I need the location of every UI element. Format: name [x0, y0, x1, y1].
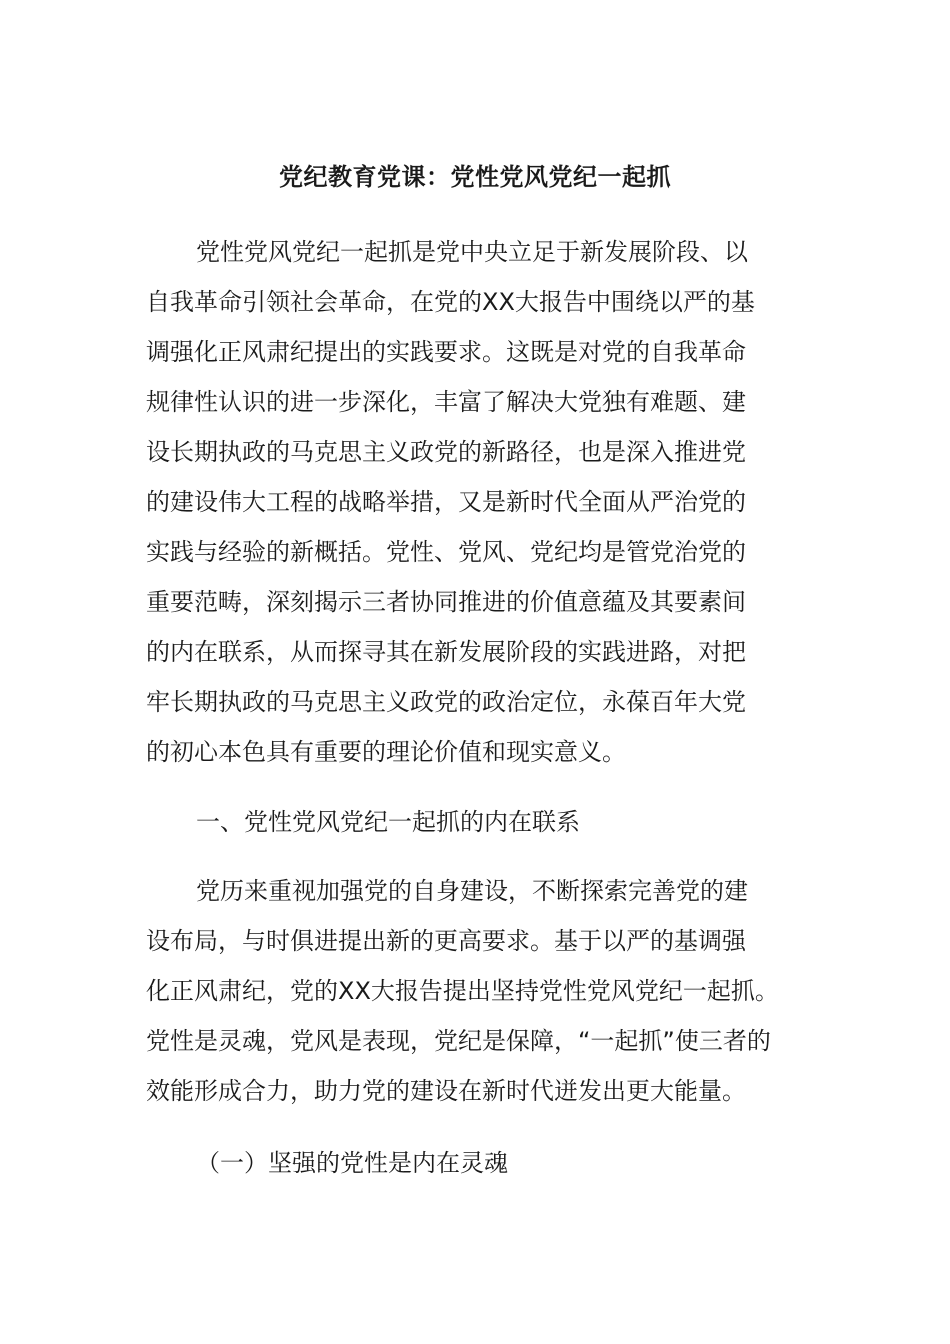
paragraph-section-1 [146, 866, 810, 1116]
paragraph-line: 牢长期执政的马克思主义政党的政治定位，永葆百年大党 [146, 688, 746, 716]
paragraph-line: 设布局，与时俱进提出新的更高要求。基于以严的基调强 [146, 927, 746, 955]
paragraph-line: 党历来重视加强党的自身建设，不断探索完善党的建 [196, 877, 748, 905]
paragraph-line: 效能形成合力，助力党的建设在新时代迸发出更大能量。 [146, 1077, 746, 1105]
paragraph-line: 设长期执政的马克思主义政党的新路径，也是深入推进党 [146, 438, 746, 466]
paragraph-line: 化正风肃纪，党的XX大报告提出坚持党性党风党纪一起抓。 [146, 977, 779, 1005]
paragraph-line: 的内在联系，从而探寻其在新发展阶段的实践进路，对把 [146, 638, 746, 666]
paragraph-line: 党性党风党纪一起抓是党中央立足于新发展阶段、以 [196, 238, 748, 266]
paragraph-line: 的建设伟大工程的战略举措，又是新时代全面从严治党的 [146, 488, 746, 516]
paragraph-line: 的初心本色具有重要的理论价值和现实意义。 [146, 738, 626, 766]
paragraph-intro [146, 227, 810, 777]
subsection-heading-text: （一）坚强的党性是内在灵魂 [196, 1149, 508, 1177]
section-heading-1 [146, 797, 810, 847]
paragraph-line: 规律性认识的进一步深化，丰富了解决大党独有难题、建 [146, 388, 746, 416]
document-title: 党纪教育党课：党性党风党纪一起抓 [279, 163, 671, 191]
section-heading-text: 一、党性党风党纪一起抓的内在联系 [196, 808, 580, 836]
paragraph-line: 实践与经验的新概括。党性、党风、党纪均是管党治党的 [146, 538, 746, 566]
paragraph-line: 调强化正风肃纪提出的实践要求。这既是对党的自我革命 [146, 338, 746, 366]
paragraph-line: 自我革命引领社会革命，在党的XX大报告中围绕以严的基 [146, 288, 755, 316]
paragraph-line: 党性是灵魂，党风是表现，党纪是保障，“一起抓”使三者的 [146, 1027, 771, 1055]
subsection-heading-1 [146, 1138, 810, 1188]
paragraph-line: 重要范畴，深刻揭示三者协同推进的价值意蕴及其要素间 [146, 588, 746, 616]
